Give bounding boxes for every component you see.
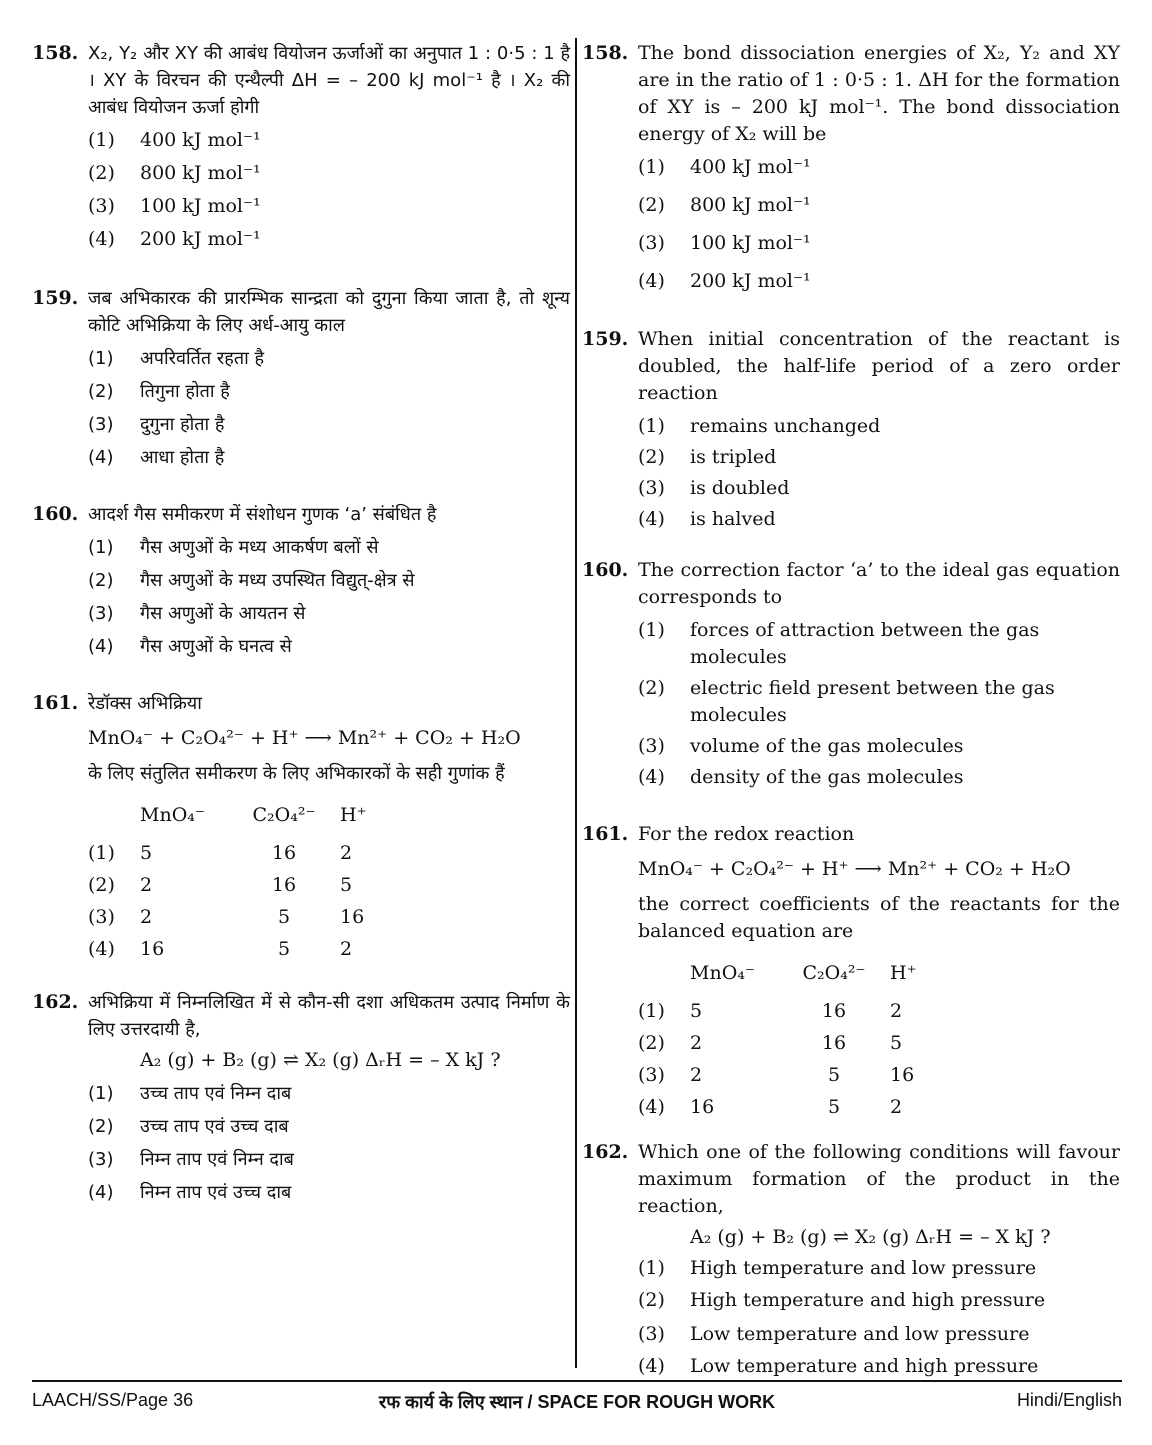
question-stem: अभिक्रिया में निम्नलिखित में से कौन-सी दशा अधिकतम उत्पाद निर्माण के लिए उत्तरदायी है,	[88, 992, 570, 1040]
table-header-row	[88, 793, 400, 837]
question-stem: The correction factor ‘a’ to the ideal gas equation corresponds to	[638, 559, 1120, 608]
table-header: C₂O₄²⁻	[802, 961, 866, 984]
table-row: (3) 2 5 16	[88, 905, 365, 928]
option-3: (3) निम्न ताप एवं निम्न दाब	[88, 1149, 294, 1170]
page-code: LAACH/SS/Page 36	[32, 1390, 194, 1410]
option-2: (2) High temperature and high pressure	[638, 1289, 1046, 1311]
table-row: (2) 2 16 5	[638, 1031, 903, 1054]
question-159-english	[582, 326, 1120, 537]
language-label: Hindi/English	[1016, 1390, 1122, 1410]
equilibrium-equation: A₂ (g) + B₂ (g) ⇌ X₂ (g) ΔᵣH = – X kJ ?	[690, 1226, 1051, 1248]
question-162-hindi	[32, 989, 570, 1212]
option-2: (2) electric field present between the gas molecules	[638, 677, 1055, 726]
column-divider	[575, 38, 577, 1368]
option-4: (4) Low temperature and high pressure	[638, 1355, 1039, 1377]
option-3: (3) is doubled	[638, 477, 790, 499]
option-2: (2) 800 kJ mol⁻¹	[638, 194, 811, 216]
option-3: (3) गैस अणुओं के आयतन से	[88, 603, 306, 624]
option-4: (4) 200 kJ mol⁻¹	[88, 228, 261, 250]
table-header-row	[638, 951, 950, 995]
options-list	[638, 154, 1120, 306]
options-list	[638, 617, 1120, 795]
question-number: 158.	[582, 42, 629, 64]
option-4: (4) is halved	[638, 508, 776, 530]
option-3: (3) 100 kJ mol⁻¹	[88, 195, 261, 217]
question-stem: आदर्श गैस समीकरण में संशोधन गुणक ‘a’ संबंधित है	[88, 504, 437, 525]
option-2: (2) उच्च ताप एवं उच्च दाब	[88, 1116, 289, 1137]
option-1: (1) गैस अणुओं के मध्य आकर्षण बलों से	[88, 537, 379, 558]
equilibrium-equation: A₂ (g) + B₂ (g) ⇌ X₂ (g) ΔᵣH = – X kJ ?	[140, 1049, 501, 1071]
option-1: (1) High temperature and low pressure	[638, 1257, 1037, 1279]
question-number: 160.	[32, 503, 79, 525]
option-1: (1) 400 kJ mol⁻¹	[88, 129, 261, 151]
option-2: (2) 800 kJ mol⁻¹	[88, 162, 261, 184]
page-footer	[32, 1390, 1122, 1414]
question-number: 162.	[32, 991, 79, 1013]
rough-work-label: रफ कार्य के लिए स्थान / SPACE FOR ROUGH WORK	[378, 1392, 776, 1412]
table-header: H⁺	[340, 803, 367, 826]
option-4: (4) 200 kJ mol⁻¹	[638, 270, 811, 292]
question-stem: When initial concentration of the reactant is doubled, the half-life period of a zero order reaction	[638, 328, 1120, 404]
options-list	[88, 345, 570, 477]
english-column	[582, 40, 1120, 1409]
question-stem: For the redox reaction	[638, 823, 855, 845]
question-stem: जब अभिकारक की प्रारम्भिक सान्द्रता को दुगुना किया जाता है, तो शून्य कोटि अभिक्रिया के लिए अर्ध-आयु काल	[88, 288, 570, 336]
option-2: (2) is tripled	[638, 446, 777, 468]
options-list	[638, 1255, 1120, 1385]
option-2: (2) गैस अणुओं के मध्य उपस्थित विद्युत्-क्षेत्र से	[88, 570, 415, 591]
table-row: (3) 2 5 16	[638, 1063, 915, 1086]
table-header: H⁺	[890, 961, 917, 984]
options-list	[638, 413, 1120, 537]
option-2: (2) तिगुना होता है	[88, 381, 230, 402]
question-158-hindi	[32, 40, 570, 259]
option-4: (4) निम्न ताप एवं उच्च दाब	[88, 1182, 292, 1203]
question-number: 161.	[32, 692, 79, 714]
options-list	[88, 127, 570, 259]
table-header: MnO₄⁻	[690, 961, 755, 984]
option-3: (3) Low temperature and low pressure	[638, 1323, 1030, 1345]
table-row: (1) 5 16 2	[638, 999, 903, 1022]
question-158-english	[582, 40, 1120, 306]
option-3: (3) दुगुना होता है	[88, 414, 225, 435]
question-stem: X₂, Y₂ और XY की आबंध वियोजन ऊर्जाओं का अनुपात 1 : 0·5 : 1 है । XY के विरचन की एन्थैल्पी ΔH = – 200 kJ mol⁻¹ है । X₂ की आबंध वियोजन ऊर्जा होगी	[88, 43, 570, 118]
question-161-hindi	[32, 690, 570, 965]
coefficient-table	[88, 793, 400, 965]
coefficient-table	[638, 951, 950, 1123]
question-stem: Which one of the following conditions will favour maximum formation of the product in the reaction,	[638, 1141, 1120, 1217]
question-number: 161.	[582, 823, 629, 845]
question-159-hindi	[32, 285, 570, 477]
option-1: (1) forces of attraction between the gas molecules	[638, 619, 1040, 668]
question-160-hindi	[32, 501, 570, 666]
table-row: (4) 16 5 2	[88, 937, 353, 960]
option-4: (4) गैस अणुओं के घनत्व से	[88, 636, 292, 657]
option-3: (3) 100 kJ mol⁻¹	[638, 232, 811, 254]
question-number: 159.	[582, 328, 629, 350]
question-number: 160.	[582, 559, 629, 581]
option-1: (1) उच्च ताप एवं निम्न दाब	[88, 1083, 292, 1104]
question-number: 162.	[582, 1141, 629, 1163]
table-header: C₂O₄²⁻	[252, 803, 316, 826]
redox-equation: MnO₄⁻ + C₂O₄²⁻ + H⁺ ⟶ Mn²⁺ + CO₂ + H₂O	[88, 727, 521, 749]
table-row: (2) 2 16 5	[88, 873, 353, 896]
table-header: MnO₄⁻	[140, 803, 205, 826]
redox-equation: MnO₄⁻ + C₂O₄²⁻ + H⁺ ⟶ Mn²⁺ + CO₂ + H₂O	[638, 858, 1071, 880]
option-1: (1) 400 kJ mol⁻¹	[638, 156, 811, 178]
option-4: (4) density of the gas molecules	[638, 766, 964, 788]
question-stem: रेडॉक्स अभिक्रिया	[88, 693, 202, 714]
question-162-english	[582, 1139, 1120, 1385]
option-1: (1) अपरिवर्तित रहता है	[88, 348, 265, 369]
table-row: (1) 5 16 2	[88, 841, 353, 864]
question-stem-continued: के लिए संतुलित समीकरण के लिए अभिकारकों के सही गुणांक हैं	[88, 763, 505, 784]
option-1: (1) remains unchanged	[638, 415, 881, 437]
question-stem: The bond dissociation energies of X₂, Y₂ and XY are in the ratio of 1 : 0·5 : 1. ΔH for the formation of XY is – 200 kJ mol⁻¹. The bond dissociation energy of X₂ will be	[638, 42, 1120, 145]
footer-rule	[32, 1380, 1122, 1382]
question-161-english	[582, 821, 1120, 1123]
question-stem-continued: the correct coefficients of the reactants for the balanced equation are	[638, 893, 1120, 942]
question-number: 159.	[32, 287, 79, 309]
option-3: (3) volume of the gas molecules	[638, 735, 964, 757]
table-row: (4) 16 5 2	[638, 1095, 903, 1118]
options-list	[88, 534, 570, 666]
question-160-english	[582, 557, 1120, 795]
question-number: 158.	[32, 42, 79, 64]
option-4: (4) आधा होता है	[88, 447, 225, 468]
hindi-column	[32, 40, 570, 1236]
options-list	[88, 1080, 570, 1212]
